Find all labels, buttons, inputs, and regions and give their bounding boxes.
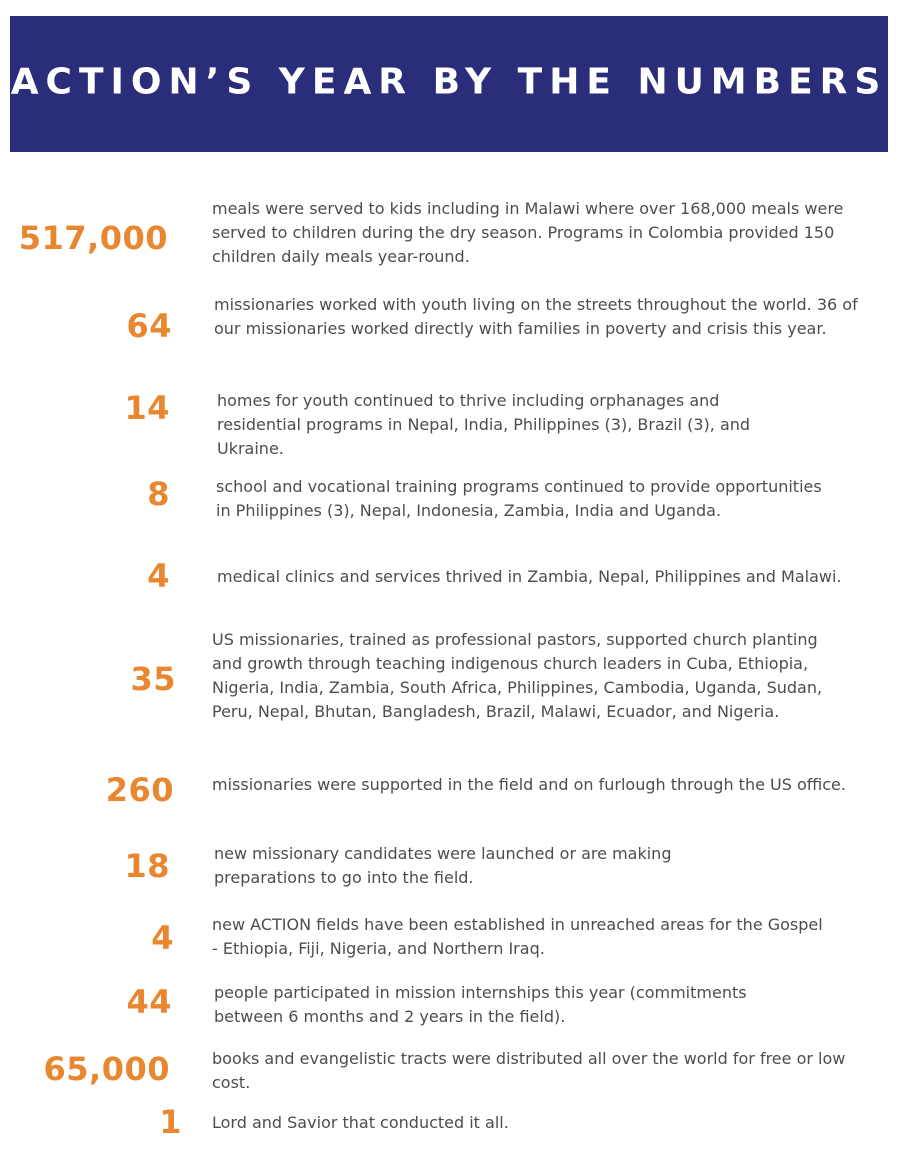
- header-banner: [10, 16, 888, 152]
- stat-description: US missionaries, trained as professional pastors, supported church planting and growth through teaching indigenous church leaders in Cuba, Ethiopia, Nigeria, India, Zambia, South Africa, Philippines, Cambodia, Uganda, Sudan, Peru, Nepal, Bhutan, Bangladesh, Brazil, Malawi, Ecuador, and Nigeria.: [212, 630, 823, 721]
- stat-number: 44: [126, 983, 172, 1021]
- stat-number: 8: [147, 475, 170, 513]
- stat-description: Lord and Savior that conducted it all.: [212, 1113, 509, 1132]
- page-title: ACTION’S YEAR BY THE NUMBERS: [10, 61, 888, 103]
- stat-number: 35: [130, 660, 176, 698]
- stat-description: medical clinics and services thrived in Zambia, Nepal, Philippines and Malawi.: [217, 567, 842, 586]
- stat-description: books and evangelistic tracts were distributed all over the world for free or low cost.: [212, 1049, 846, 1092]
- stat-number: 65,000: [43, 1050, 170, 1088]
- stat-number: 4: [147, 557, 170, 595]
- stat-number: 18: [124, 847, 170, 885]
- stat-description: school and vocational training programs continued to provide opportunities in Philippines (3), Nepal, Indonesia, Zambia, India and Uganda.: [216, 477, 822, 520]
- stat-description: missionaries worked with youth living on the streets throughout the world. 36 of our missionaries worked directly with families in poverty and crisis this year.: [214, 295, 858, 338]
- stat-number: 4: [151, 919, 174, 957]
- stat-description: meals were served to kids including in Malawi where over 168,000 meals were served to children during the dry season. Programs in Colombia provided 150 children daily meals year-round.: [212, 199, 844, 266]
- stat-number: 64: [126, 307, 172, 345]
- stat-number: 517,000: [18, 219, 168, 257]
- stat-description: people participated in mission internships this year (commitments between 6 months and 2 years in the field).: [214, 983, 747, 1026]
- stat-number: 1: [159, 1103, 182, 1141]
- stat-description: new ACTION fields have been established in unreached areas for the Gospel - Ethiopia, Fiji, Nigeria, and Northern Iraq.: [212, 915, 823, 958]
- stat-number: 14: [124, 389, 170, 427]
- stat-description: new missionary candidates were launched or are making preparations to go into the field.: [214, 844, 672, 887]
- stat-description: missionaries were supported in the field and on furlough through the US office.: [212, 775, 846, 794]
- stat-number: 260: [105, 771, 174, 809]
- stat-description: homes for youth continued to thrive including orphanages and residential programs in Nepal, India, Philippines (3), Brazil (3), and Ukraine.: [217, 391, 751, 458]
